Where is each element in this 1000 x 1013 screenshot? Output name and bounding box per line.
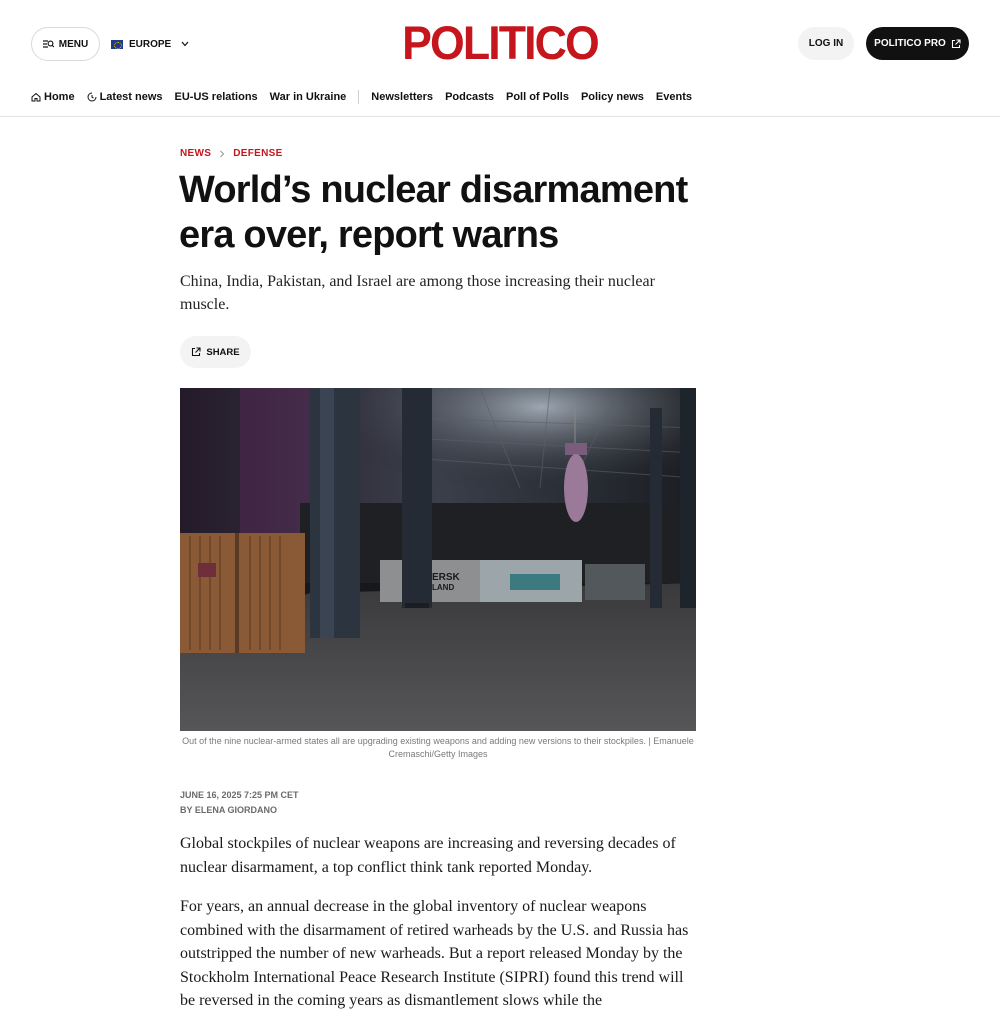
- site-header: [0, 0, 1000, 86]
- share-icon: [191, 347, 201, 357]
- primary-nav: [31, 86, 704, 108]
- nav-label-podcasts: Podcasts: [445, 91, 494, 103]
- article-paragraph: For years, an annual decrease in the global inventory of nuclear weapons combined with the disarmament of retired warheads by the U.S. and Russia has outstripped the number of new warheads. But a report released Monday by the Stockholm International Peace Research Institute (SIPRI) found this trend will be reversed in the coming years as dismantlement slows while the: [180, 898, 689, 1009]
- breadcrumb: [180, 148, 283, 159]
- nav-item-policy-news[interactable]: [581, 91, 644, 103]
- nav-label-home: Home: [44, 91, 75, 103]
- nav-item-home[interactable]: [31, 91, 75, 103]
- article-dek: China, India, Pakistan, and Israel are among those increasing their nuclear muscle.: [180, 273, 655, 313]
- login-button[interactable]: LOG IN: [798, 27, 854, 60]
- breadcrumb-news[interactable]: NEWS: [180, 148, 212, 159]
- menu-label: MENU: [58, 38, 89, 50]
- article-hero-image: [180, 388, 696, 731]
- article-date: JUNE 16, 2025 7:25 PM CET: [180, 790, 299, 800]
- article-byline[interactable]: BY ELENA GIORDANO: [180, 805, 278, 815]
- chevron-right-icon: [219, 150, 225, 158]
- nav-item-latest-news[interactable]: [87, 91, 163, 103]
- breadcrumb-defense[interactable]: DEFENSE: [233, 148, 283, 159]
- nav-divider: [358, 90, 359, 104]
- clock-icon: [87, 92, 97, 102]
- nav-label-policy-news: Policy news: [580, 91, 644, 103]
- chevron-down-icon: [181, 41, 189, 47]
- nav-label-events: Events: [655, 91, 692, 103]
- politico-logo[interactable]: POLITICO: [402, 16, 598, 69]
- svg-text:LAND: LAND: [432, 583, 455, 592]
- nav-label-latest-news: Latest news: [99, 91, 163, 103]
- nav-item-eu-us-relations[interactable]: [175, 91, 258, 103]
- region-label: EUROPE: [129, 38, 172, 50]
- nav-label-newsletters: Newsletters: [371, 91, 434, 103]
- region-selector[interactable]: [111, 36, 189, 52]
- share-button[interactable]: [180, 336, 251, 368]
- article-paragraph: Global stockpiles of nuclear weapons are increasing and reversing decades of nuclear disarmament, a top conflict think tank reported Monday.: [180, 835, 676, 876]
- warehouse-photo: [180, 388, 696, 731]
- nav-label-poll-of-polls: Poll of Polls: [505, 91, 569, 103]
- svg-text:ERSK: ERSK: [432, 572, 460, 583]
- share-label: SHARE: [206, 346, 240, 358]
- nav-label-eu-us-relations: EU-US relations: [174, 91, 258, 103]
- nav-label-war-in-ukraine: War in Ukraine: [269, 91, 347, 103]
- home-icon: [31, 92, 41, 102]
- politico-pro-button[interactable]: [866, 27, 969, 60]
- nav-item-events[interactable]: [656, 91, 692, 103]
- external-link-icon: [951, 39, 961, 49]
- image-caption: Out of the nine nuclear-armed states all are upgrading existing weapons and adding new versions to their stockpiles. | Emanuele Cremaschi/Getty Images: [182, 736, 694, 759]
- nav-item-podcasts[interactable]: [445, 91, 494, 103]
- nav-item-poll-of-polls[interactable]: [506, 91, 569, 103]
- eu-flag-icon: [111, 40, 123, 49]
- nav-item-newsletters[interactable]: [371, 91, 433, 103]
- nav-divider-line: [0, 116, 1000, 117]
- article-headline: World’s nuclear disarmament era over, report warns: [179, 169, 688, 256]
- menu-search-icon: [43, 39, 54, 49]
- nav-item-war-in-ukraine[interactable]: [270, 91, 347, 103]
- menu-button[interactable]: [31, 27, 100, 61]
- politico-pro-label: POLITICO PRO: [874, 38, 946, 49]
